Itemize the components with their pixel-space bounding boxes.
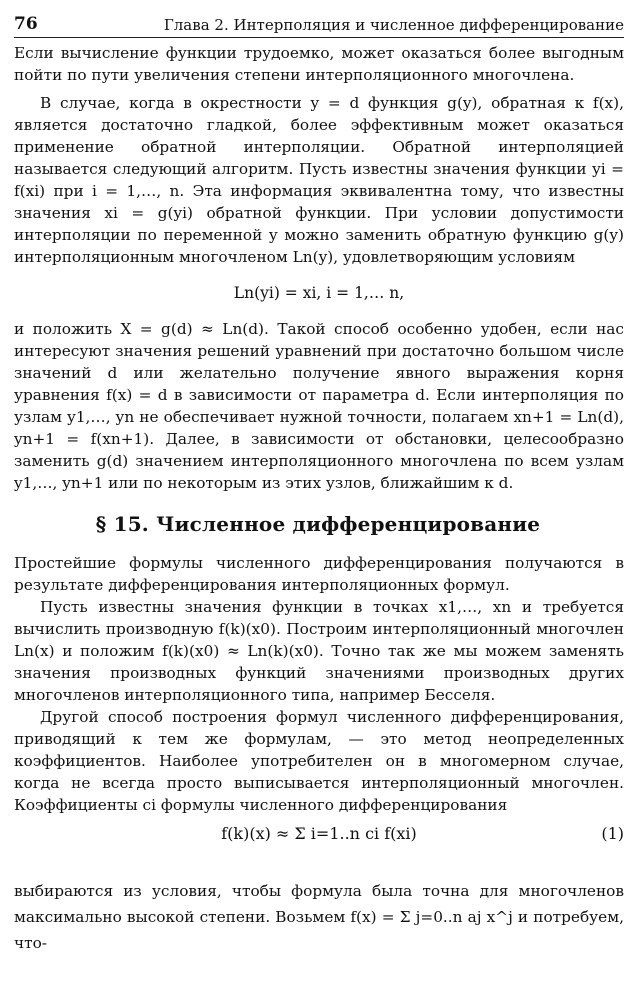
final-paragraph [14, 878, 624, 956]
equation-1-body: f(k)(x) ≈ Σ i=1..n ci f(xi) [221, 824, 417, 843]
chapter-title: Глава 2. Интерполяция и численное дифференцирование [163, 16, 624, 34]
paragraph-3: и положить X = g(d) ≈ Ln(d). Такой способ особенно удобен, если нас интересуют значения решений уравнений при достаточно большом числе значений d или желательно получение явного выражения корня уравнения f(x) = d в зависимости от параметра d. Если интерполяция по узлам y1,…, yn не обеспечивает нужной точности, полагаем xn+1 = Ln(d), yn+1 = f(xn+1). Далее, в зависимости от обстановки, целесообразно заменить g(d) значением интерполяционного многочлена по всем узлам y1,…, yn+1 или по некоторым из этих узлов, ближайшим к d. [14, 320, 624, 492]
section-15-text [14, 552, 624, 816]
formula-inverse-interp: Ln(yi) = xi, i = 1,… n, [233, 284, 405, 302]
section-continuation [14, 42, 624, 494]
paragraph-7: выбираются из условия, чтобы формула была точна для многочленов максимально высокой степени. Возьмем f(x) = Σ j=0..n aj x^j и потребуем, что- [14, 882, 624, 952]
paragraph-6: Другой способ построения формул численного дифференцирования, приводящий к тем же формулам, — это метод неопределенных коэффициентов. Наиболее употребителен он в многомерном случае, когда не всегда просто выписывается интерполяционный многочлен. Коэффициенты ci формулы численного дифференцирования [14, 708, 624, 814]
equation-1-number: (1) [601, 824, 624, 843]
paragraph-4: Простейшие формулы численного дифференцирования получаются в результате дифференцирования интерполяционных формул. [14, 554, 624, 594]
paragraph-1: Если вычисление функции трудоемко, может оказаться более выгодным пойти по пути увеличения степени интерполяционного многочлена. [14, 44, 624, 84]
equation-1 [14, 812, 624, 870]
paragraph-5: Пусть известны значения функции в точках x1,…, xn и требуется вычислить производную f(k)(x0). Построим интерполяционный многочлен Ln(x) и положим f(k)(x0) ≈ Ln(k)(x0). Точно так же мы можем заменять значения производных функций значениями производных других многочленов интерполяционного типа, например Бесселя. [14, 598, 624, 704]
page-number: 76 [14, 14, 38, 34]
section-heading: § 15. Численное дифференцирование [95, 512, 541, 536]
paragraph-2: В случае, когда в окрестности y = d функция g(y), обратная к f(x), является достаточно гладкой, более эффективным может оказаться применение обратной интерполяции. Обратной интерполяцией называется следующий алгоритм. Пусть известны значения функции yi = f(xi) при i = 1,…, n. Эта информация эквивалентна тому, что известны значения xi = g(yi) обратной функции. При условии допустимости интерполяции по переменной y можно заменить обратную функцию g(y) интерполяционным многочленом Ln(y), удовлетворяющим условиям [14, 94, 624, 266]
running-header [14, 8, 624, 38]
